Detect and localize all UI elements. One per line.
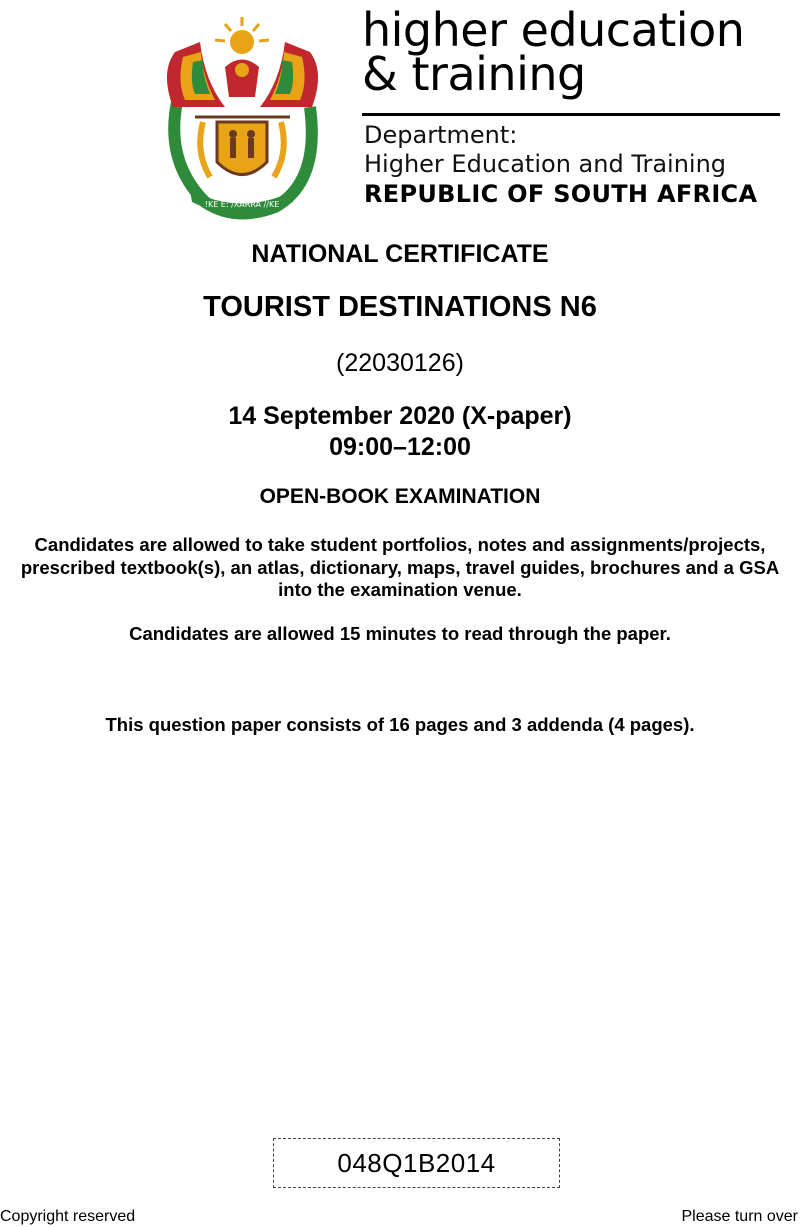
brand-divider	[362, 113, 780, 116]
footer-copyright: Copyright reserved	[0, 1208, 136, 1225]
certificate-title: NATIONAL CERTIFICATE	[251, 240, 549, 268]
brand-line-1: higher education	[362, 3, 745, 57]
subject-title: TOURIST DESTINATIONS N6	[203, 291, 597, 323]
exam-type: OPEN-BOOK EXAMINATION	[259, 485, 541, 508]
footer-turn-over: Please turn over	[681, 1208, 798, 1225]
subject-code: (22030126)	[336, 349, 464, 377]
country-name: REPUBLIC OF SOUTH AFRICA	[364, 180, 758, 208]
header	[0, 0, 800, 230]
page-count-note: This question paper consists of 16 pages and 3 addenda (4 pages).	[105, 714, 695, 735]
exam-time: 09:00–12:00	[329, 433, 471, 461]
department-name: Higher Education and Training	[364, 150, 727, 178]
reading-time-note: Candidates are allowed 15 minutes to read through the paper.	[129, 623, 671, 644]
department-block	[364, 121, 794, 209]
exam-date-time	[0, 401, 800, 463]
brand-line-2: & training	[362, 47, 586, 101]
crest-motto: !KE E: /XARRA //KE	[204, 200, 280, 209]
paper-code-box: 048Q1B2014	[273, 1138, 560, 1188]
coat-of-arms-icon	[155, 12, 330, 222]
exam-date: 14 September 2020 (X-paper)	[228, 402, 572, 430]
department-label: Department:	[364, 121, 518, 149]
brand-title	[362, 3, 792, 101]
candidates-allowed-note: Candidates are allowed to take student portfolios, notes and assignments/projects, prescribed textbook(s), an atlas, dictionary, maps, travel guides, brochures and a GSA into the examination venue.	[20, 534, 780, 600]
